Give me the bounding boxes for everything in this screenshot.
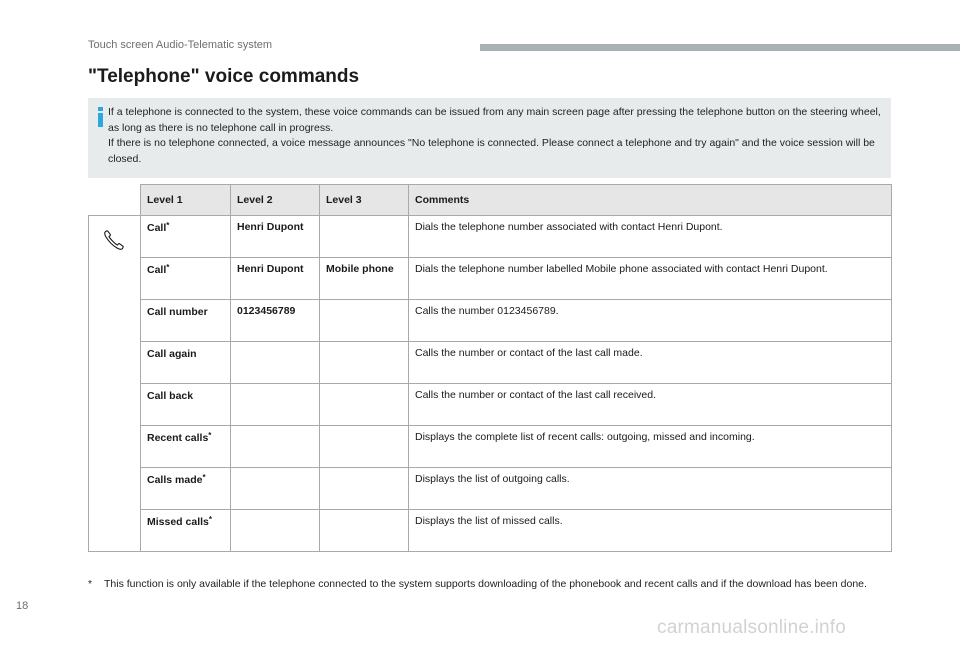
table-row [89,300,892,342]
level2-cell [231,426,320,468]
footnote-marker: * [166,221,170,230]
footnote [88,577,893,593]
header-blank-cell [89,185,141,216]
level3-cell [320,216,409,258]
table-row [89,510,892,552]
level3-cell [320,342,409,384]
voice-commands-table [88,184,892,552]
footnote-marker: * [166,263,170,272]
comment-cell: Dials the telephone number labelled Mobile phone associated with contact Henri Dupont. [409,258,892,300]
level1-cell [141,426,231,468]
page-title: "Telephone" voice commands [88,66,360,87]
footnote-text: This function is only available if the telephone connected to the system supports downloading of the phonebook and recent calls and if the download has been done. [104,578,867,590]
level1-text: Call back [147,390,194,402]
level1-text: Call again [147,348,197,360]
phone-icon [102,228,126,252]
info-paragraph-2: If there is no telephone connected, a voice message announces "No telephone is connected. Please connect a telephone and try again" and the voice session will be closed. [108,137,875,165]
info-text [108,105,881,167]
table-row [89,468,892,510]
level2-cell: Henri Dupont [231,216,320,258]
table-row [89,384,892,426]
header-level-1: Level 1 [141,185,231,216]
comment-cell: Displays the list of missed calls. [409,510,892,552]
level3-cell [320,426,409,468]
comment-cell: Calls the number or contact of the last call received. [409,384,892,426]
level3-cell [320,384,409,426]
table-row [89,216,892,258]
level1-cell [141,384,231,426]
header-level-2: Level 2 [231,185,320,216]
header-comments: Comments [409,185,892,216]
info-box [88,98,891,178]
table-row [89,426,892,468]
level2-cell [231,384,320,426]
level1-cell [141,300,231,342]
level2-cell: Henri Dupont [231,258,320,300]
level1-text: Call number [147,306,208,318]
info-icon [94,107,108,127]
comment-cell: Calls the number 0123456789. [409,300,892,342]
level1-cell [141,468,231,510]
section-header: Touch screen Audio-Telematic system [88,39,273,51]
level3-cell: Mobile phone [320,258,409,300]
table-row [89,258,892,300]
page-number: 18 [16,600,29,612]
comment-cell: Displays the list of outgoing calls. [409,468,892,510]
level1-text: Calls made [147,474,203,486]
comment-cell: Dials the telephone number associated with contact Henri Dupont. [409,216,892,258]
level3-cell [320,510,409,552]
level2-cell: 0123456789 [231,300,320,342]
level2-cell [231,510,320,552]
level1-cell [141,510,231,552]
footnote-mark: * [88,578,93,590]
footnote-marker: * [202,473,206,482]
level1-text: Missed calls [147,516,209,528]
level1-cell [141,342,231,384]
footnote-marker: * [208,515,212,524]
header-bar [480,44,960,51]
level1-text: Call [147,264,167,276]
comment-cell: Displays the complete list of recent calls: outgoing, missed and incoming. [409,426,892,468]
table-header-row [89,185,892,216]
level1-text: Recent calls [147,432,209,444]
table-row [89,342,892,384]
level1-cell [141,258,231,300]
level1-cell [141,216,231,258]
level2-cell [231,342,320,384]
footnote-marker: * [208,431,212,440]
icon-cell [89,216,141,552]
info-paragraph-1: If a telephone is connected to the system, these voice commands can be issued from any main screen page after pressing the telephone button on the steering wheel, as long as there is no telephone call in progress. [108,106,881,134]
level3-cell [320,468,409,510]
watermark: carmanualsonline.info [657,617,847,638]
comment-cell: Calls the number or contact of the last call made. [409,342,892,384]
level1-text: Call [147,222,167,234]
level3-cell [320,300,409,342]
level2-cell [231,468,320,510]
header-level-3: Level 3 [320,185,409,216]
